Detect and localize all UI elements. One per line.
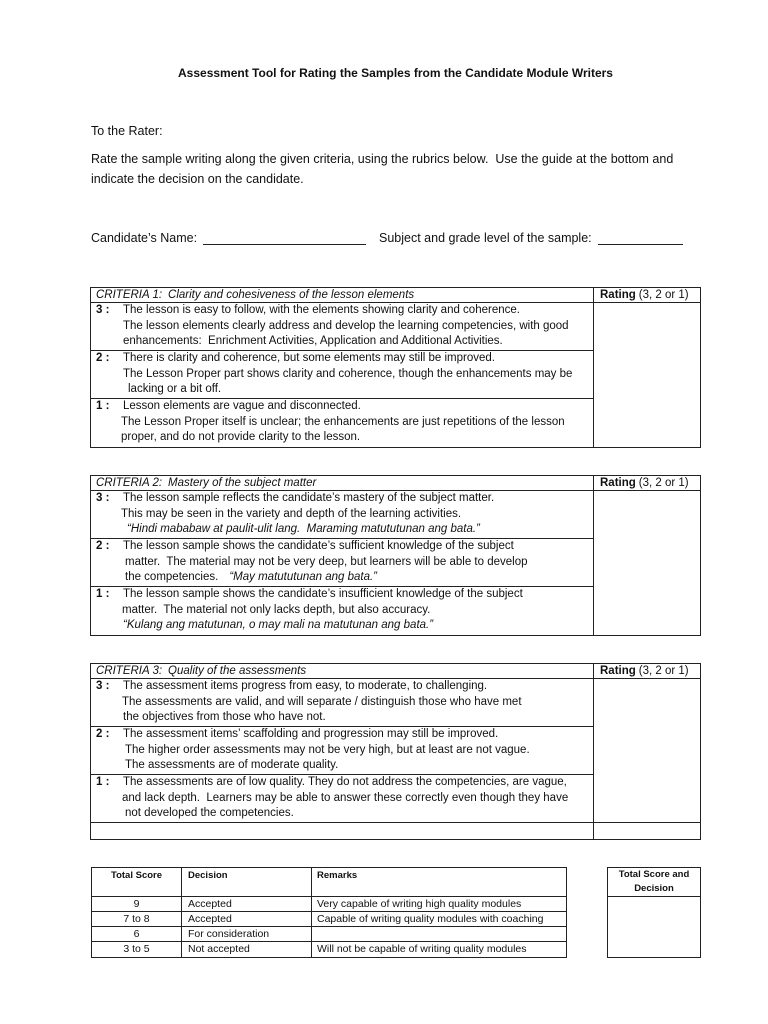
guide-score: 6 xyxy=(92,927,182,942)
level-line: The lesson elements clearly address and develop the learning competencies, with good xyxy=(123,319,569,332)
guide-decision: Accepted xyxy=(182,897,312,912)
score-label: 1 : xyxy=(96,776,110,788)
criteria-table-3 xyxy=(90,663,701,840)
criteria-level-1 xyxy=(91,775,594,823)
score-label: 3 : xyxy=(96,304,110,316)
rating-range: (3, 2 or 1) xyxy=(638,477,689,489)
rating-cell xyxy=(594,491,700,635)
guide-remarks: Very capable of writing high quality modules xyxy=(312,897,566,912)
level-line: and lack depth. Learners may be able to answer these correctly even though they have xyxy=(122,791,569,804)
criteria-header xyxy=(91,288,594,303)
score-label: 2 : xyxy=(96,540,110,552)
criteria-table-2 xyxy=(90,475,701,636)
level-line: The lesson sample reflects the candidate’s mastery of the subject matter. xyxy=(123,492,495,504)
guide-decision: Not accepted xyxy=(182,942,312,957)
level-line: the competencies. xyxy=(125,571,219,584)
guide-remarks: Capable of writing quality modules with coaching xyxy=(312,912,566,927)
level-line: not developed the competencies. xyxy=(125,807,294,820)
instructions-line: indicate the decision on the candidate. xyxy=(91,172,304,186)
criteria-header xyxy=(91,664,594,679)
rating-range: (3, 2 or 1) xyxy=(638,665,689,677)
guide-header-total-score: Total Score xyxy=(92,868,182,897)
criteria-table-1 xyxy=(90,287,701,448)
guide-decision: Accepted xyxy=(182,912,312,927)
guide-header-remarks: Remarks xyxy=(312,868,566,897)
criteria-level-2 xyxy=(91,727,594,775)
total-score-decision-header xyxy=(608,868,700,897)
rating-range: (3, 2 or 1) xyxy=(638,289,689,301)
criteria-level-3 xyxy=(91,679,594,727)
rating-header xyxy=(594,664,700,679)
instructions xyxy=(91,149,673,189)
criteria-label: CRITERIA 3: xyxy=(96,665,163,677)
candidate-name-blank xyxy=(203,230,366,245)
level-line: The assessments are valid, and will separate / distinguish those who have met xyxy=(122,695,522,708)
criteria-level-1 xyxy=(91,587,594,635)
final-header-line: Decision xyxy=(634,883,674,894)
level-line: matter. The material not only lacks depth, but also accuracy. xyxy=(122,603,431,616)
subject-grade-blank xyxy=(598,230,683,245)
criteria-level-2 xyxy=(91,539,594,587)
level-line: The assessment items’ scaffolding and progression may still be improved. xyxy=(123,728,499,740)
criteria-label: CRITERIA 2: xyxy=(96,477,163,489)
guide-score: 7 to 8 xyxy=(92,912,182,927)
level-line: The lesson sample shows the candidate’s sufficient knowledge of the subject xyxy=(123,540,514,552)
score-label: 2 : xyxy=(96,728,110,740)
level-line: The Lesson Proper itself is unclear; the enhancements are just repetitions of the lesson xyxy=(121,415,565,428)
level-quote: “Hindi mababaw at paulit-ulit lang. Maraming matututunan ang bata.” xyxy=(127,523,480,536)
criteria-level-1 xyxy=(91,399,594,447)
score-label: 1 : xyxy=(96,400,110,412)
level-line: The higher order assessments may not be very high, but at least are not vague. xyxy=(125,743,530,756)
guide-remarks: Will not be capable of writing quality modules xyxy=(317,943,527,955)
level-line: enhancements: Enrichment Activities, Application and Additional Activities. xyxy=(123,335,503,348)
rater-greeting: To the Rater: xyxy=(91,124,163,138)
candidate-name-label: Candidate’s Name: xyxy=(91,231,198,245)
guide-score: 9 xyxy=(92,897,182,912)
guide-header-decision: Decision xyxy=(182,868,312,897)
level-line: The assessments are of low quality. They do not address the competencies, are vague, xyxy=(123,776,567,788)
score-label: 3 : xyxy=(96,680,110,692)
criteria-title: Mastery of the subject matter xyxy=(168,477,317,489)
level-line: proper, and do not provide clarity to the lesson. xyxy=(121,431,361,444)
criteria-label: CRITERIA 1: xyxy=(96,289,163,301)
level-line: There is clarity and coherence, but some elements may still be improved. xyxy=(123,352,495,364)
level-quote: “May matututunan ang bata.” xyxy=(229,571,378,584)
rating-label: Rating xyxy=(600,665,636,677)
criteria-level-3 xyxy=(91,491,594,539)
guide-score: 3 to 5 xyxy=(92,942,182,957)
score-label: 2 : xyxy=(96,352,110,364)
rating-cell xyxy=(594,679,700,823)
instructions-line: Rate the sample writing along the given criteria, using the rubrics below. Use the guide at the bottom and xyxy=(91,152,674,166)
guide-decision: For consideration xyxy=(182,927,312,942)
level-line: The Lesson Proper part shows clarity and coherence, though the enhancements may be xyxy=(123,367,573,380)
level-line: the objectives from those who have not. xyxy=(123,711,326,724)
rating-label: Rating xyxy=(600,289,636,301)
guide-remarks xyxy=(312,927,566,942)
rating-header xyxy=(594,476,700,491)
final-header-line: Total Score and xyxy=(618,869,690,880)
rating-label: Rating xyxy=(600,477,636,489)
level-line: This may be seen in the variety and depth of the learning activities. xyxy=(121,507,462,520)
criteria-level-3 xyxy=(91,303,594,351)
rating-header xyxy=(594,288,700,303)
subject-grade-label: Subject and grade level of the sample: xyxy=(379,231,592,245)
level-line: Lesson elements are vague and disconnected. xyxy=(123,400,361,412)
level-line: lacking or a bit off. xyxy=(128,383,222,396)
empty-row-cell xyxy=(91,823,594,839)
rating-cell xyxy=(594,303,700,447)
score-label: 1 : xyxy=(96,588,110,600)
level-line: The lesson is easy to follow, with the elements showing clarity and coherence. xyxy=(123,304,520,316)
criteria-title: Quality of the assessments xyxy=(168,665,307,677)
score-label: 3 : xyxy=(96,492,110,504)
level-line: The lesson sample shows the candidate’s insufficient knowledge of the subject xyxy=(123,588,523,600)
criteria-header xyxy=(91,476,594,491)
total-score-decision-box xyxy=(607,867,701,958)
empty-row-cell xyxy=(594,823,700,839)
criteria-title: Clarity and cohesiveness of the lesson elements xyxy=(168,289,415,301)
level-line: matter. The material may not be very deep, but learners will be able to develop xyxy=(125,555,528,568)
level-line: The assessments are of moderate quality. xyxy=(125,759,339,772)
criteria-level-2 xyxy=(91,351,594,399)
page-title: Assessment Tool for Rating the Samples from the Candidate Module Writers xyxy=(178,66,613,80)
level-quote: “Kulang ang matutunan, o may mali na matutunan ang bata.” xyxy=(123,619,434,632)
level-line: The assessment items progress from easy, to moderate, to challenging. xyxy=(123,680,488,692)
decision-guide-table xyxy=(91,867,567,958)
